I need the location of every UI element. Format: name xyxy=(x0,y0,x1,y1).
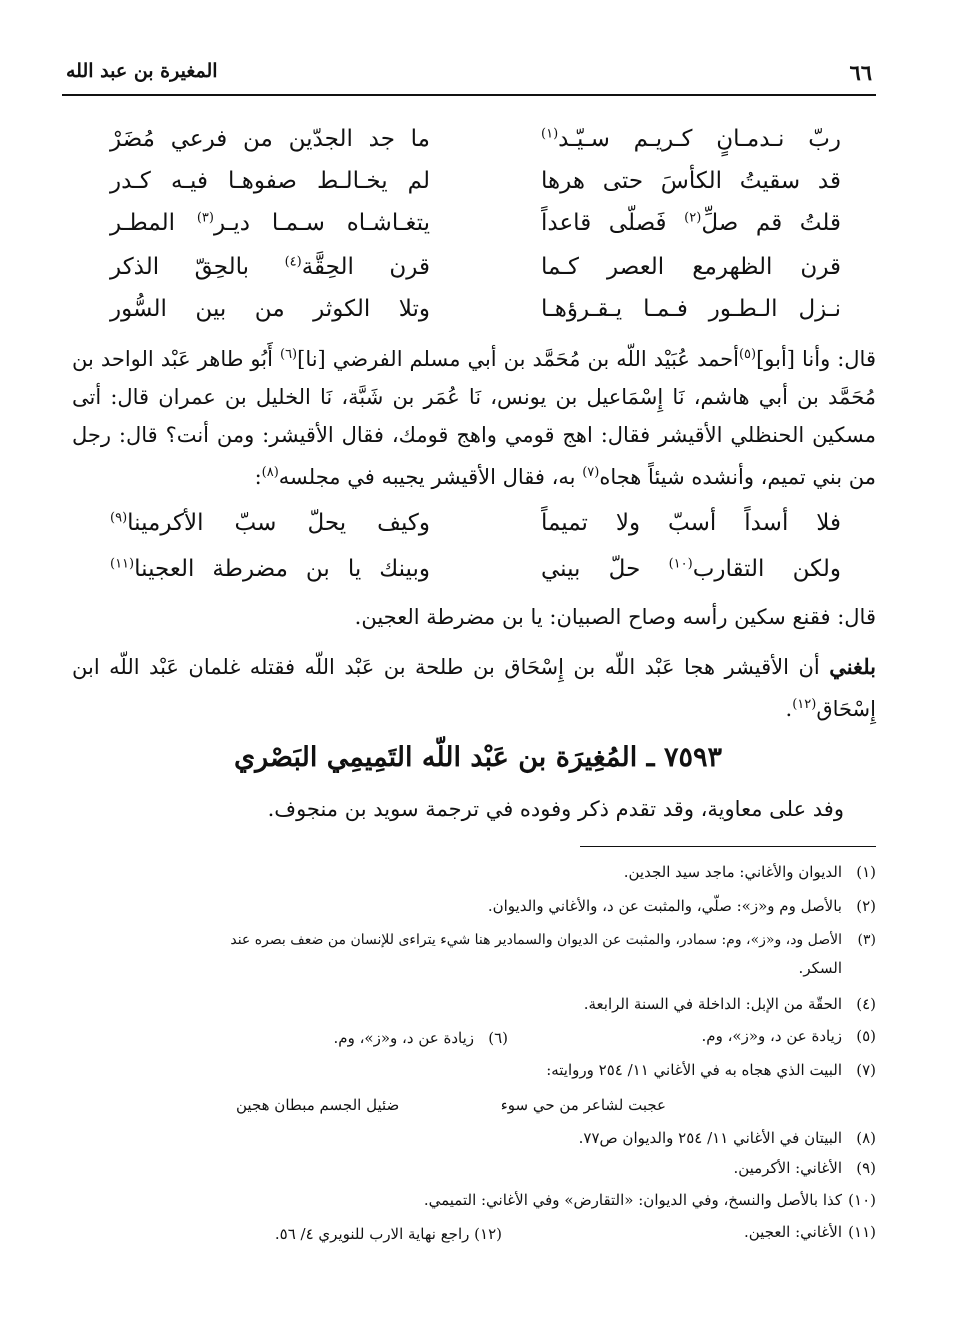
footnote: (١)الديوان والأغاني: ماجد سيد الجدين. xyxy=(623,863,876,881)
footnote: (٦)زيادة عن د، و«ز»، وم. xyxy=(333,1029,508,1047)
verse-first-hemistich: قرن الظهرمع العصر كـما xyxy=(541,254,841,280)
footnote-ref: (٧) xyxy=(582,465,600,480)
entry-body: وفد على معاوية، وقد تقدم ذكر وفوده في ترجمة سويد بن منجوف. xyxy=(267,797,844,821)
report-paragraph: بلغني أن الأقيشر هجا عَبْد اللّه بن إِسْحَاق بن طلحة بن عَبْد اللّه فقتله غلمان عَبْد اللّه ابن إِسْحَاق$^{(١٢)}$. xyxy=(72,654,876,721)
footnote-ref: (١) xyxy=(541,126,559,142)
footnote-ref: (١١) xyxy=(110,556,135,572)
verse-line xyxy=(110,126,841,164)
verse-line xyxy=(110,510,841,548)
footnote-ref: (١٢) xyxy=(792,697,817,712)
footnote-divider xyxy=(580,846,876,847)
footnote-ref: (٦) xyxy=(279,347,298,362)
narrative-line: قال: فقنع سكين رأسه وصاح الصبيان: يا بن مضرطة العجين. xyxy=(354,605,876,629)
footnote-ref: (٨) xyxy=(261,465,279,480)
verse-second-hemistich: قرن الحِقَّة$^{(٤)}$ بالحِقّ الذكر xyxy=(110,254,430,280)
page-number: ٦٦ xyxy=(849,60,872,85)
footnote-ref: (٩) xyxy=(110,510,128,526)
verse-first-hemistich: ولكن التقارب$^{(١٠)}$ حلّ بيني xyxy=(541,556,841,582)
verse-first-hemistich: ربّ نـدمـانٍ كـريـم سـيّـد$^{(١)}$ xyxy=(541,126,841,152)
footnote: (٧)البيت الذي هجاه به في الأغاني ١١/ ٢٥٤ وروايته: xyxy=(546,1061,876,1079)
footnote-verse-second-hemistich: ضئيل الجسم مبطان هجين xyxy=(236,1096,400,1114)
verse-line xyxy=(110,210,841,248)
verse-second-hemistich: لم يخـالـط صفوهـا فيـه كـدر xyxy=(110,168,430,194)
verse-line xyxy=(110,556,841,594)
footnote-ref: (٣) xyxy=(196,210,214,226)
verse-second-hemistich: ما جد الجدّين من فرعي مُضَرْ xyxy=(110,126,430,152)
verse-first-hemistich: قد سقيتُ الكأسَ حتى هرها xyxy=(541,168,841,194)
footnote: (٩)الأغاني: الأكرمين. xyxy=(733,1159,876,1177)
running-title: المغيرة بن عبد الله xyxy=(66,60,218,82)
footnote-verse-first-hemistich: عجبت لشاعر من حي سوء xyxy=(500,1096,666,1114)
verse-line xyxy=(110,254,841,292)
footnote: (٥)زيادة عن د، و«ز»، وم. xyxy=(701,1027,876,1045)
verse-first-hemistich: فلا أسداً أسبّ ولا تميماً xyxy=(541,510,841,536)
verse-second-hemistich: وبينك يا بن مضرطة العجينا$^{(١١)}$ xyxy=(110,556,430,582)
entry-heading: ٧٥٩٣ ـ المُغِيرَة بن عَبْد اللّه التَمِيمِي البَصْري xyxy=(234,742,722,773)
verse-line xyxy=(110,168,841,206)
footnote: (٢)بالأصل وم و«ز»: صلّي، والمثبت عن د، والأغاني والديوان. xyxy=(487,897,876,915)
footnote: (٤)الحقّة من الإبل: الداخلة في السنة الرابعة. xyxy=(583,995,876,1013)
verse-second-hemistich: وتلا الكوثر من بين السُّور xyxy=(110,296,430,322)
footnote: (٣)الأصل ود، و«ز»، وم: سمادر، والمثبت عن الديوان والسمادير هنا شيء يتراءى للإنسان من ضعف بصره عند xyxy=(230,932,876,948)
isnad-paragraph: قال: وأنا [أبو]$^{(٥)}$أحمد عُبَيْد اللّه بن مُحَمَّد بن أبي مسلم الفرضي [نا]$^{(٦)}$ أَبُو طاهر عَبْد الواحد بن مُحَمَّد بن أبي هاشم، نَا إِسْمَاعيل بن يونس، نَا عُمَر بن شَبَّة، نَا الخليل بن عمران قال: أتى مسكين الحنظلي الأقيشر فقال: اهج قومي واهج قومك، فقال الأقيشر: ومن أنت؟ قال: رجل من بني تميم، وأنشده شيئاً هجاه$^{(٧)}$ به، فقال الأقيشر يجيبه في مجلسه$^{(٨)}$: xyxy=(72,347,876,489)
running-header xyxy=(62,60,876,96)
verse-first-hemistich: نـزل الـطـور فـمـا يـقـرؤهـا xyxy=(541,296,841,322)
footnote: (١٢) راجع نهاية الارب للنويري ٤/ ٥٦. xyxy=(274,1225,502,1243)
footnote-continuation: السكر. xyxy=(798,959,842,977)
footnote-ref: (٥) xyxy=(738,347,757,362)
verse-second-hemistich: يتغـاشـاه سـمـا ديـر$^{(٣)}$ المطـر xyxy=(110,210,430,236)
footnote-ref: (٢) xyxy=(684,210,702,226)
footnote: (١١)الأغاني: العجين. xyxy=(743,1223,876,1241)
footnote-ref: (٤) xyxy=(284,254,302,270)
verse-first-hemistich: قلتُ قم صلِّ$^{(٢)}$ فَصلّى قاعداً xyxy=(541,210,841,236)
footnote: (٨)البيتان في الأغاني ١١/ ٢٥٤ والديوان ص٧٧. xyxy=(578,1129,876,1147)
footnote: (١٠)كذا بالأصل والنسخ، وفي الديوان: «التقارض» وفي الأغاني: التميمي. xyxy=(423,1191,876,1209)
verse-line xyxy=(110,296,841,334)
footnote-ref: (١٠) xyxy=(668,556,693,572)
verse-second-hemistich: وكيف يحلّ سبّ الأكرمينا$^{(٩)}$ xyxy=(110,510,430,536)
